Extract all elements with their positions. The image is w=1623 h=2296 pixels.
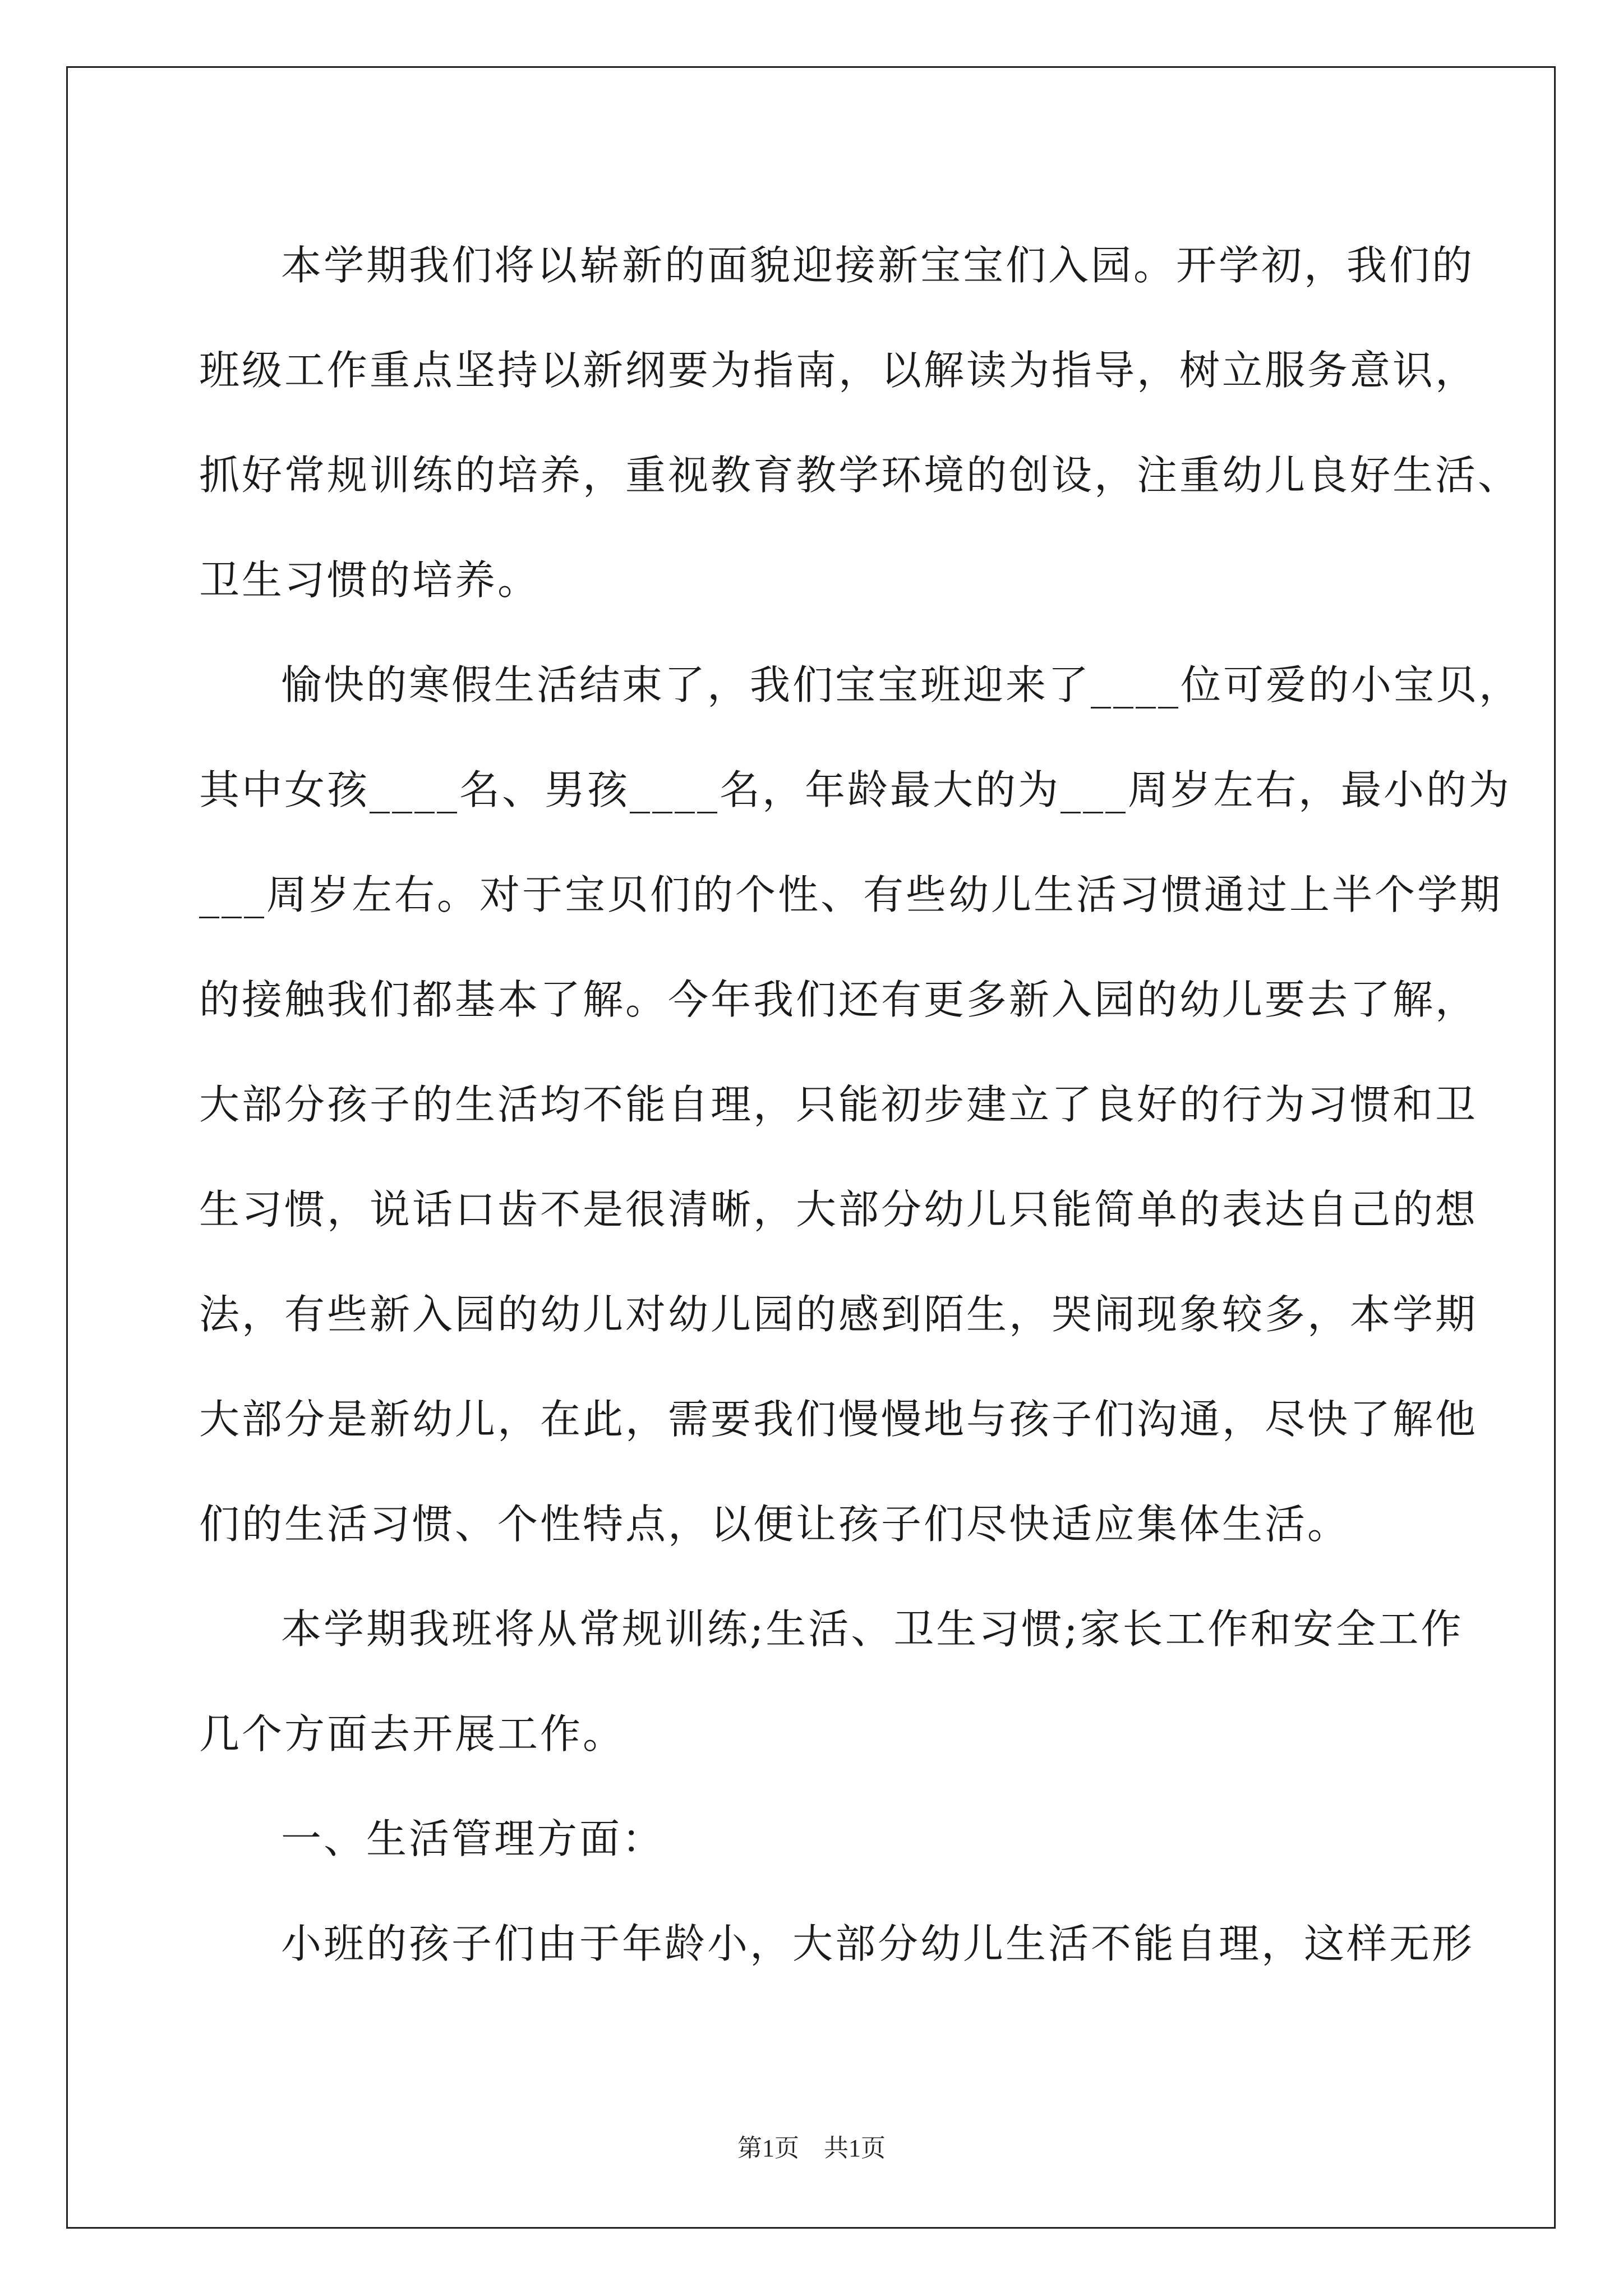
paragraph-1-line-3: 抓好常规训练的培养，重视教育教学环境的创设，注重幼儿良好生活、 <box>199 452 1521 499</box>
paragraph-2-line-9: 们的生活习惯、个性特点，以便让孩子们尽快适应集体生活。 <box>199 1501 1350 1548</box>
paragraph-3-line-1: 本学期我班将从常规训练;生活、卫生习惯;家长工作和安全工作 <box>281 1605 1464 1653</box>
paragraph-1-line-2: 班级工作重点坚持以新纲要为指南，以解读为指导，树立服务意识， <box>199 347 1478 394</box>
document-body <box>199 213 1522 1996</box>
section-heading: 一、生活管理方面： <box>281 1815 665 1862</box>
paragraph-2-line-8: 大部分是新幼儿，在此，需要我们慢慢地与孩子们沟通，尽快了解他 <box>199 1396 1478 1443</box>
paragraph-3-line-2: 几个方面去开展工作。 <box>199 1710 626 1757</box>
paragraph-4-line-1: 小班的孩子们由于年龄小，大部分幼儿生活不能自理，这样无形 <box>281 1920 1475 1967</box>
paragraph-2-line-1: 愉快的寒假生活结束了，我们宝宝班迎来了____位可爱的小宝贝， <box>281 661 1522 708</box>
paragraph-1-line-4: 卫生习惯的培养。 <box>199 556 541 604</box>
paragraph-2-line-6: 生习惯，说话口齿不是很清晰，大部分幼儿只能简单的表达自己的想 <box>199 1186 1478 1233</box>
paragraph-2-line-4: 的接触我们都基本了解。今年我们还有更多新入园的幼儿要去了解， <box>199 976 1478 1023</box>
paragraph-1-line-1: 本学期我们将以崭新的面貌迎接新宝宝们入园。开学初，我们的 <box>281 242 1475 289</box>
paragraph-2-line-7: 法，有些新入园的幼儿对幼儿园的感到陌生，哭闹现象较多，本学期 <box>199 1291 1478 1338</box>
paragraph-2-line-5: 大部分孩子的生活均不能自理，只能初步建立了良好的行为习惯和卫 <box>199 1081 1478 1128</box>
paragraph-2-line-3: ___周岁左右。对于宝贝们的个性、有些幼儿生活习惯通过上半个学期 <box>199 871 1503 918</box>
page-number-footer: 第1页 共1页 <box>737 2134 886 2162</box>
paragraph-2-line-2: 其中女孩____名、男孩____名，年龄最大的为___周岁左右，最小的为 <box>199 766 1512 813</box>
